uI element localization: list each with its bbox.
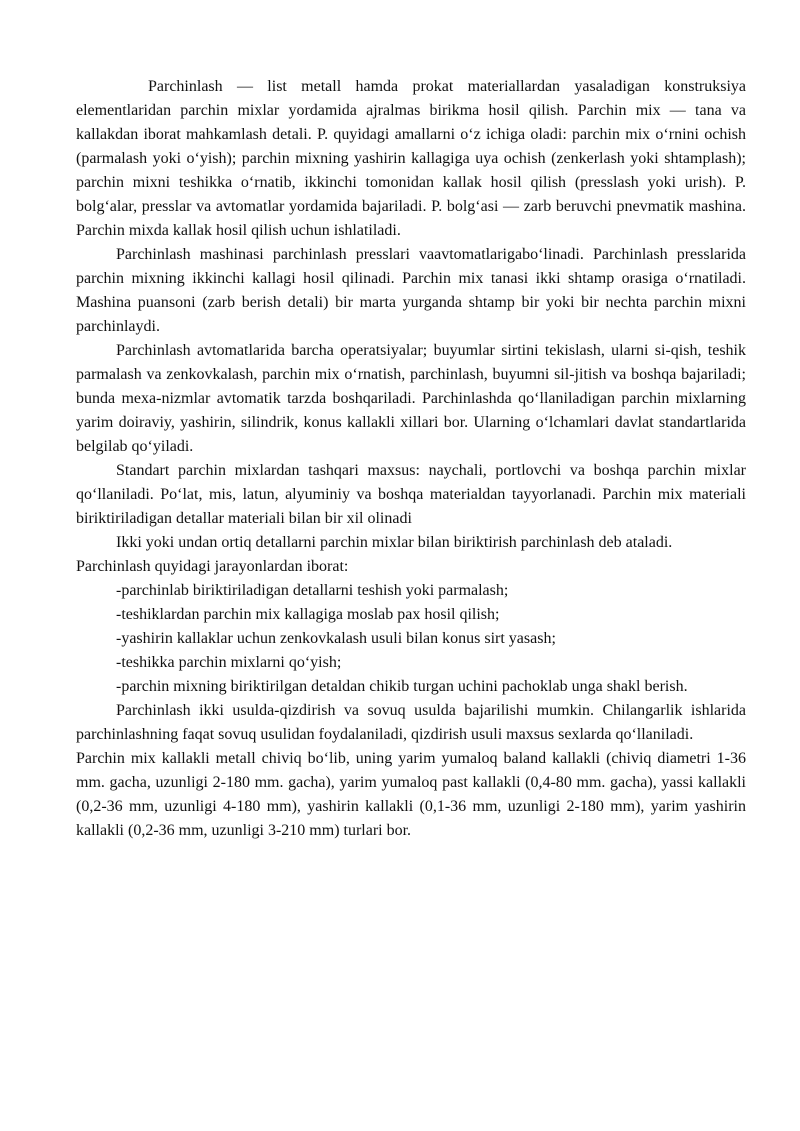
paragraph-machine: Parchinlash mashinasi parchinlash presslari vaavtomatlarigabo‘linadi. Parchinlash presslarida parchin mixning ikkinchi kallagi hosil qilinadi. Parchin mix tanasi ikki shtamp orasiga o‘rnatiladi. Mashina puansoni (zarb berish detali) bir marta yurganda shtamp bir yoki bir nechta parchin mixni parchinlaydi. bbox=[76, 246, 746, 335]
list-item-countersink: -teshiklardan parchin mix kallagiga moslab pax hosil qilish; bbox=[116, 606, 500, 623]
document-page bbox=[76, 75, 746, 843]
list-item-cone-surface: -yashirin kallaklar uchun zenkovkalash usuli bilan konus sirt yasash; bbox=[116, 630, 556, 647]
list-item-shaping: -parchin mixning biriktirilgan detaldan chikib turgan uchini pachoklab unga shakl berish. bbox=[116, 678, 688, 695]
paragraph-automation: Parchinlash avtomatlarida barcha operatsiyalar; buyumlar sirtini tekislash, ularni si-qish, teshik parmalash va zenkovkalash, parchin mix o‘rnatish, parchinlash, buyumni sil-jitish va boshqa bajariladi; bunda mexa-nizmlar avtomatik tarzda boshqariladi. Parchinlashda qo‘llaniladigan parchin mixlarning yarim doiraviy, yashirin, silindrik, konus kallakli xillari bor. Ularning o‘lchamlari davlat standartlarida belgilab qo‘yiladi. bbox=[76, 342, 746, 455]
list-item-drilling: -parchinlab biriktiriladigan detallarni teshish yoki parmalash; bbox=[116, 582, 509, 599]
paragraph-definition: Parchinlash — list metall hamda prokat materiallardan yasaladigan konstruksiya elementlaridan parchin mixlar yordamida ajralmas birikma hosil qilish. Parchin mix — tana va kallakdan iborat mahkamlash detali. P. quyidagi amallarni o‘z ichiga oladi: parchin mix o‘rnini ochish (parmalash yoki o‘yish); parchin mixning yashirin kallagiga uya ochish (zenkerlash yoki shtamplash); parchin mixni teshikka o‘rnatib, ikkinchi tomonidan kallak hosil qilish (presslash yoki urish). P. bolg‘alar, presslar va avtomatlar yordamida bajariladi. P. bolg‘asi — zarb beruvchi pnevmatik mashina. Parchin mixda kallak hosil qilish uchun ishlatiladi. bbox=[76, 78, 746, 239]
paragraph-special-rivets: Standart parchin mixlardan tashqari maxsus: naychali, portlovchi va boshqa parchin mixlar qo‘llaniladi. Po‘lat, mis, latun, alyuminiy va boshqa materialdan tayyorlanadi. Parchin mix materiali biriktiriladigan detallar materiali bilan bir xil olinadi bbox=[76, 462, 746, 527]
paragraph-rivet-types: Parchin mix kallakli metall chiviq bo‘lib, uning yarim yumaloq baland kallakli (chiviq diametri 1-36 mm. gacha, uzunligi 2-180 mm. gacha), yarim yumaloq past kallakli (0,4-80 mm. gacha), yassi kallakli (0,2-36 mm, uzunligi 4-180 mm), yashirin kallakli (0,1-36 mm, uzunligi 2-180 mm), yarim yashirin kallakli (0,2-36 mm, uzunligi 3-210 mm) turlari bor. bbox=[76, 750, 746, 839]
paragraph-riveting-definition: Ikki yoki undan ortiq detallarni parchin mixlar bilan biriktirish parchinlash deb ataladi. bbox=[116, 534, 673, 551]
list-item-insert-rivet: -teshikka parchin mixlarni qo‘yish; bbox=[116, 654, 342, 671]
paragraph-process-intro: Parchinlash quyidagi jarayonlardan iborat: bbox=[76, 558, 349, 575]
paragraph-methods: Parchinlash ikki usulda-qizdirish va sovuq usulda bajarilishi mumkin. Chilangarlik ishlarida parchinlashning faqat sovuq usulidan foydalaniladi, qizdirish usuli maxsus sexlarda qo‘llaniladi. bbox=[76, 702, 746, 743]
